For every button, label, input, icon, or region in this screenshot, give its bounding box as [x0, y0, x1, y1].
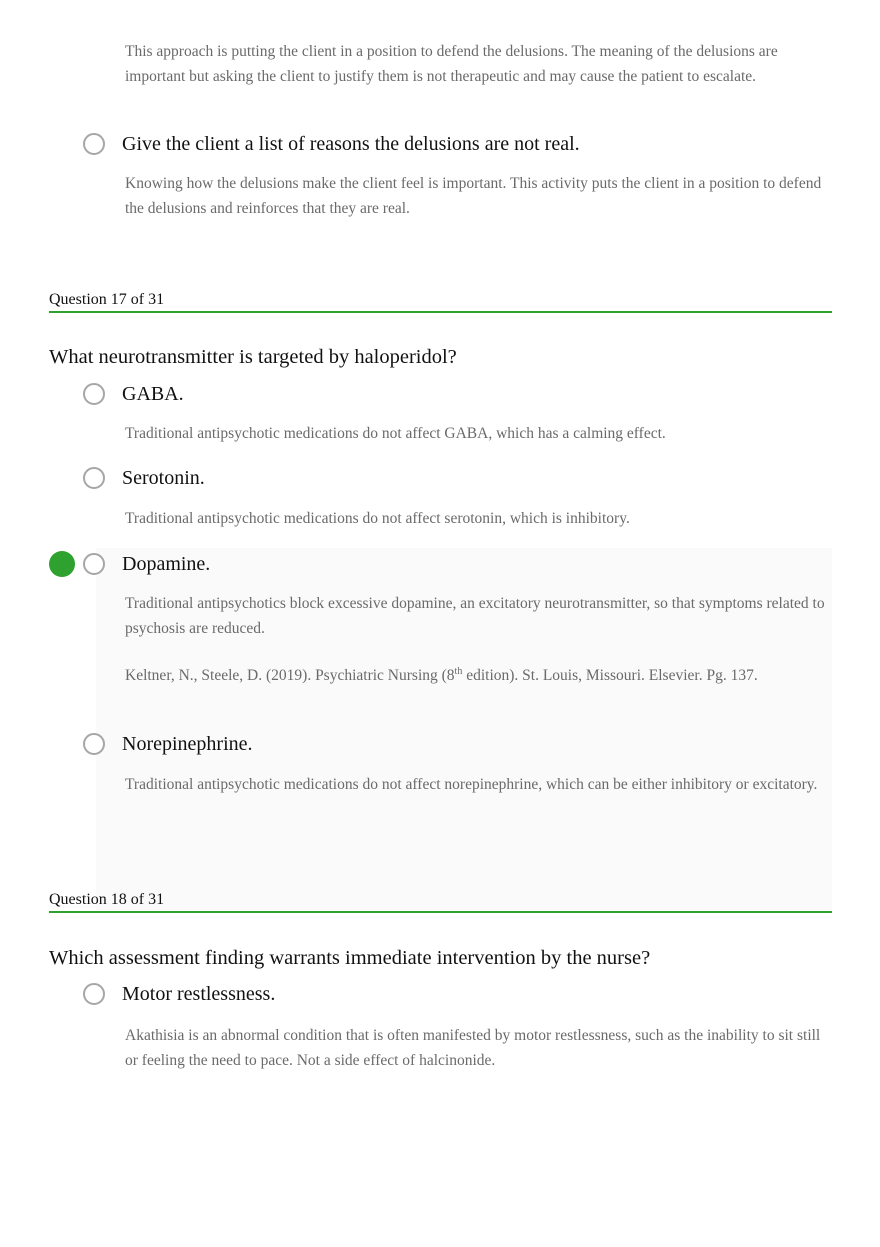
- radio-button[interactable]: [83, 553, 105, 575]
- reference-citation: [125, 664, 825, 689]
- question-header: [49, 889, 832, 913]
- option-explanation: Traditional antipsychotics block excessive dopamine, an excitatory neurotransmitter, so that symptoms related to psychosis are reduced.: [125, 595, 825, 637]
- option-label: Dopamine.: [122, 552, 211, 575]
- option-label: GABA.: [122, 382, 184, 405]
- radio-button[interactable]: [83, 383, 105, 405]
- option-label: Serotonin.: [122, 466, 205, 489]
- question-text: What neurotransmitter is targeted by haloperidol?: [49, 346, 457, 368]
- answer-option-serotonin[interactable]: [83, 465, 205, 491]
- correct-answer-indicator: [49, 551, 75, 577]
- radio-button[interactable]: [83, 733, 105, 755]
- radio-button[interactable]: [83, 983, 105, 1005]
- option-explanation: Akathisia is an abnormal condition that is often manifested by motor restlessness, such as the inability to sit still or feeling the need to pace. Not a side effect of halcinonide.: [125, 1027, 821, 1069]
- option-label: Motor restlessness.: [122, 982, 276, 1005]
- radio-button[interactable]: [83, 467, 105, 489]
- question-counter: Question 18 of 31: [49, 891, 165, 908]
- option-label: Give the client a list of reasons the delusions are not real.: [122, 132, 580, 155]
- answer-option-motor-restlessness[interactable]: [83, 981, 275, 1007]
- answer-option-dopamine[interactable]: [83, 551, 210, 577]
- question-header: [49, 289, 832, 313]
- answer-option[interactable]: [83, 131, 580, 157]
- option-explanation: Traditional antipsychotic medications do not affect GABA, which has a calming effect.: [125, 425, 666, 442]
- reference-text: Keltner, N., Steele, D. (2019). Psychiatric Nursing (8: [125, 667, 455, 684]
- answer-option-norepinephrine[interactable]: [83, 731, 253, 757]
- question-counter: Question 17 of 31: [49, 291, 165, 308]
- option-label: Norepinephrine.: [122, 732, 253, 755]
- option-explanation: Knowing how the delusions make the client feel is important. This activity puts the client in a position to defend the delusions and reinforces that they are real.: [125, 175, 822, 217]
- option-explanation: This approach is putting the client in a position to defend the delusions. The meaning of the delusions are important but asking the client to justify them is not therapeutic and may cause the patient to escalate.: [125, 43, 778, 85]
- radio-button[interactable]: [83, 133, 105, 155]
- question-text: Which assessment finding warrants immediate intervention by the nurse?: [49, 947, 651, 969]
- option-explanation: Traditional antipsychotic medications do not affect serotonin, which is inhibitory.: [125, 510, 630, 527]
- reference-text: edition). St. Louis, Missouri. Elsevier. Pg. 137.: [462, 667, 758, 684]
- answer-option-gaba[interactable]: [83, 381, 184, 407]
- option-explanation: Traditional antipsychotic medications do not affect norepinephrine, which can be either inhibitory or excitatory.: [125, 776, 818, 793]
- reference-superscript: th: [454, 665, 463, 677]
